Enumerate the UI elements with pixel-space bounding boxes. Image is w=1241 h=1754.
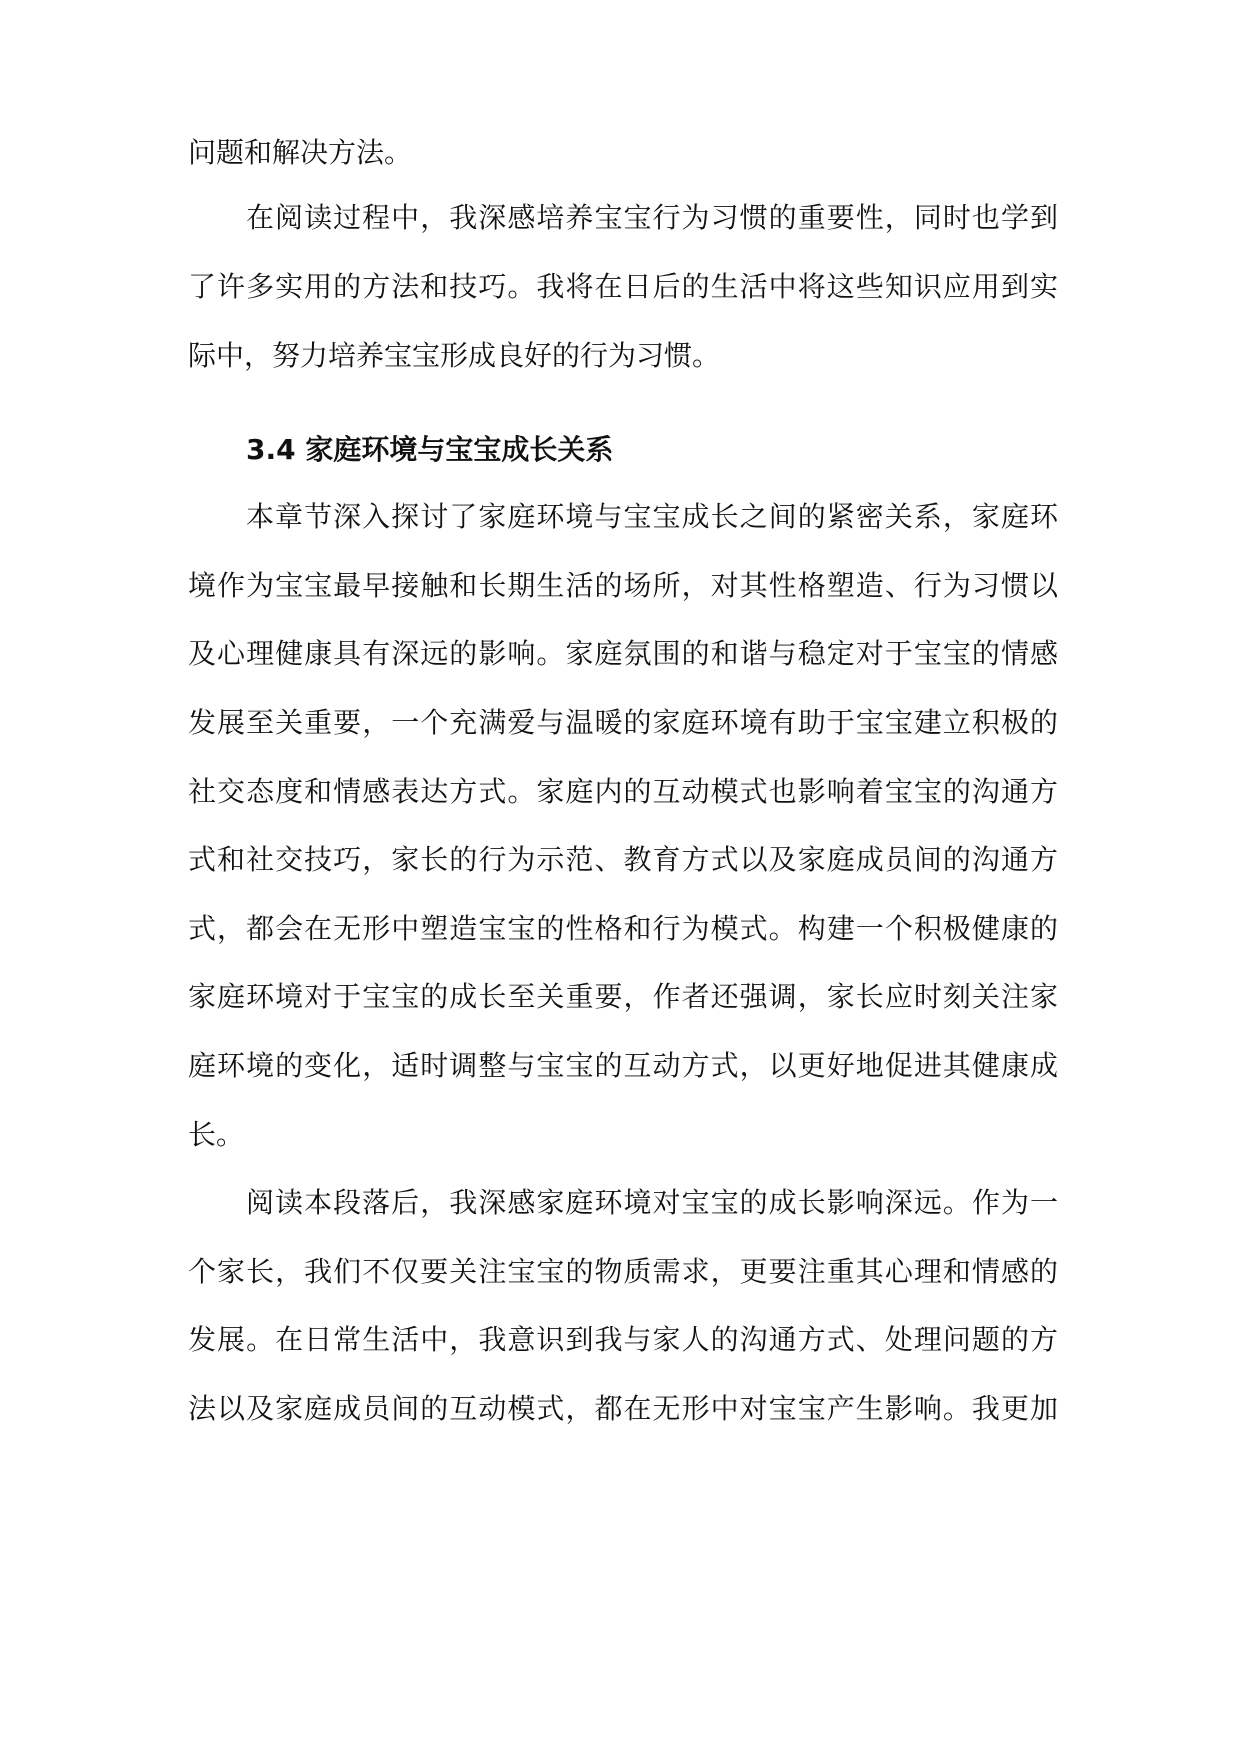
paragraph-line: 了许多实用的方法和技巧。我将在日后的生活中将这些知识应用到实 bbox=[188, 270, 1058, 303]
paragraph-line: 庭环境的变化，适时调整与宝宝的互动方式，以更好地促进其健康成 bbox=[188, 1049, 1058, 1082]
paragraph-line: 本章节深入探讨了家庭环境与宝宝成长之间的紧密关系，家庭环 bbox=[246, 500, 1058, 533]
paragraph-line: 长。 bbox=[188, 1118, 245, 1151]
section-title: 家庭环境与宝宝成长关系 bbox=[305, 433, 614, 466]
paragraph-line: 式，都会在无形中塑造宝宝的性格和行为模式。构建一个积极健康的 bbox=[188, 912, 1058, 945]
section-heading bbox=[246, 430, 613, 470]
paragraph-line: 阅读本段落后，我深感家庭环境对宝宝的成长影响深远。作为一 bbox=[246, 1186, 1058, 1219]
paragraph-line: 式和社交技巧，家长的行为示范、教育方式以及家庭成员间的沟通方 bbox=[188, 843, 1058, 876]
paragraph-line: 法以及家庭成员间的互动模式，都在无形中对宝宝产生影响。我更加 bbox=[188, 1392, 1058, 1425]
paragraph-line: 问题和解决方法。 bbox=[188, 136, 413, 169]
paragraph-line: 在阅读过程中，我深感培养宝宝行为习惯的重要性，同时也学到 bbox=[246, 201, 1058, 234]
section-number: 3.4 bbox=[246, 433, 296, 466]
paragraph-line: 个家长，我们不仅要关注宝宝的物质需求，更要注重其心理和情感的 bbox=[188, 1255, 1058, 1288]
paragraph-line: 家庭环境对于宝宝的成长至关重要，作者还强调，家长应时刻关注家 bbox=[188, 980, 1058, 1013]
paragraph-line: 及心理健康具有深远的影响。家庭氛围的和谐与稳定对于宝宝的情感 bbox=[188, 637, 1058, 670]
paragraph-line: 际中，努力培养宝宝形成良好的行为习惯。 bbox=[188, 339, 721, 372]
paragraph-line: 社交态度和情感表达方式。家庭内的互动模式也影响着宝宝的沟通方 bbox=[188, 775, 1058, 808]
paragraph-line: 发展至关重要，一个充满爱与温暖的家庭环境有助于宝宝建立积极的 bbox=[188, 706, 1058, 739]
paragraph-line: 境作为宝宝最早接触和长期生活的场所，对其性格塑造、行为习惯以 bbox=[188, 569, 1058, 602]
paragraph-line: 发展。在日常生活中，我意识到我与家人的沟通方式、处理问题的方 bbox=[188, 1323, 1058, 1356]
